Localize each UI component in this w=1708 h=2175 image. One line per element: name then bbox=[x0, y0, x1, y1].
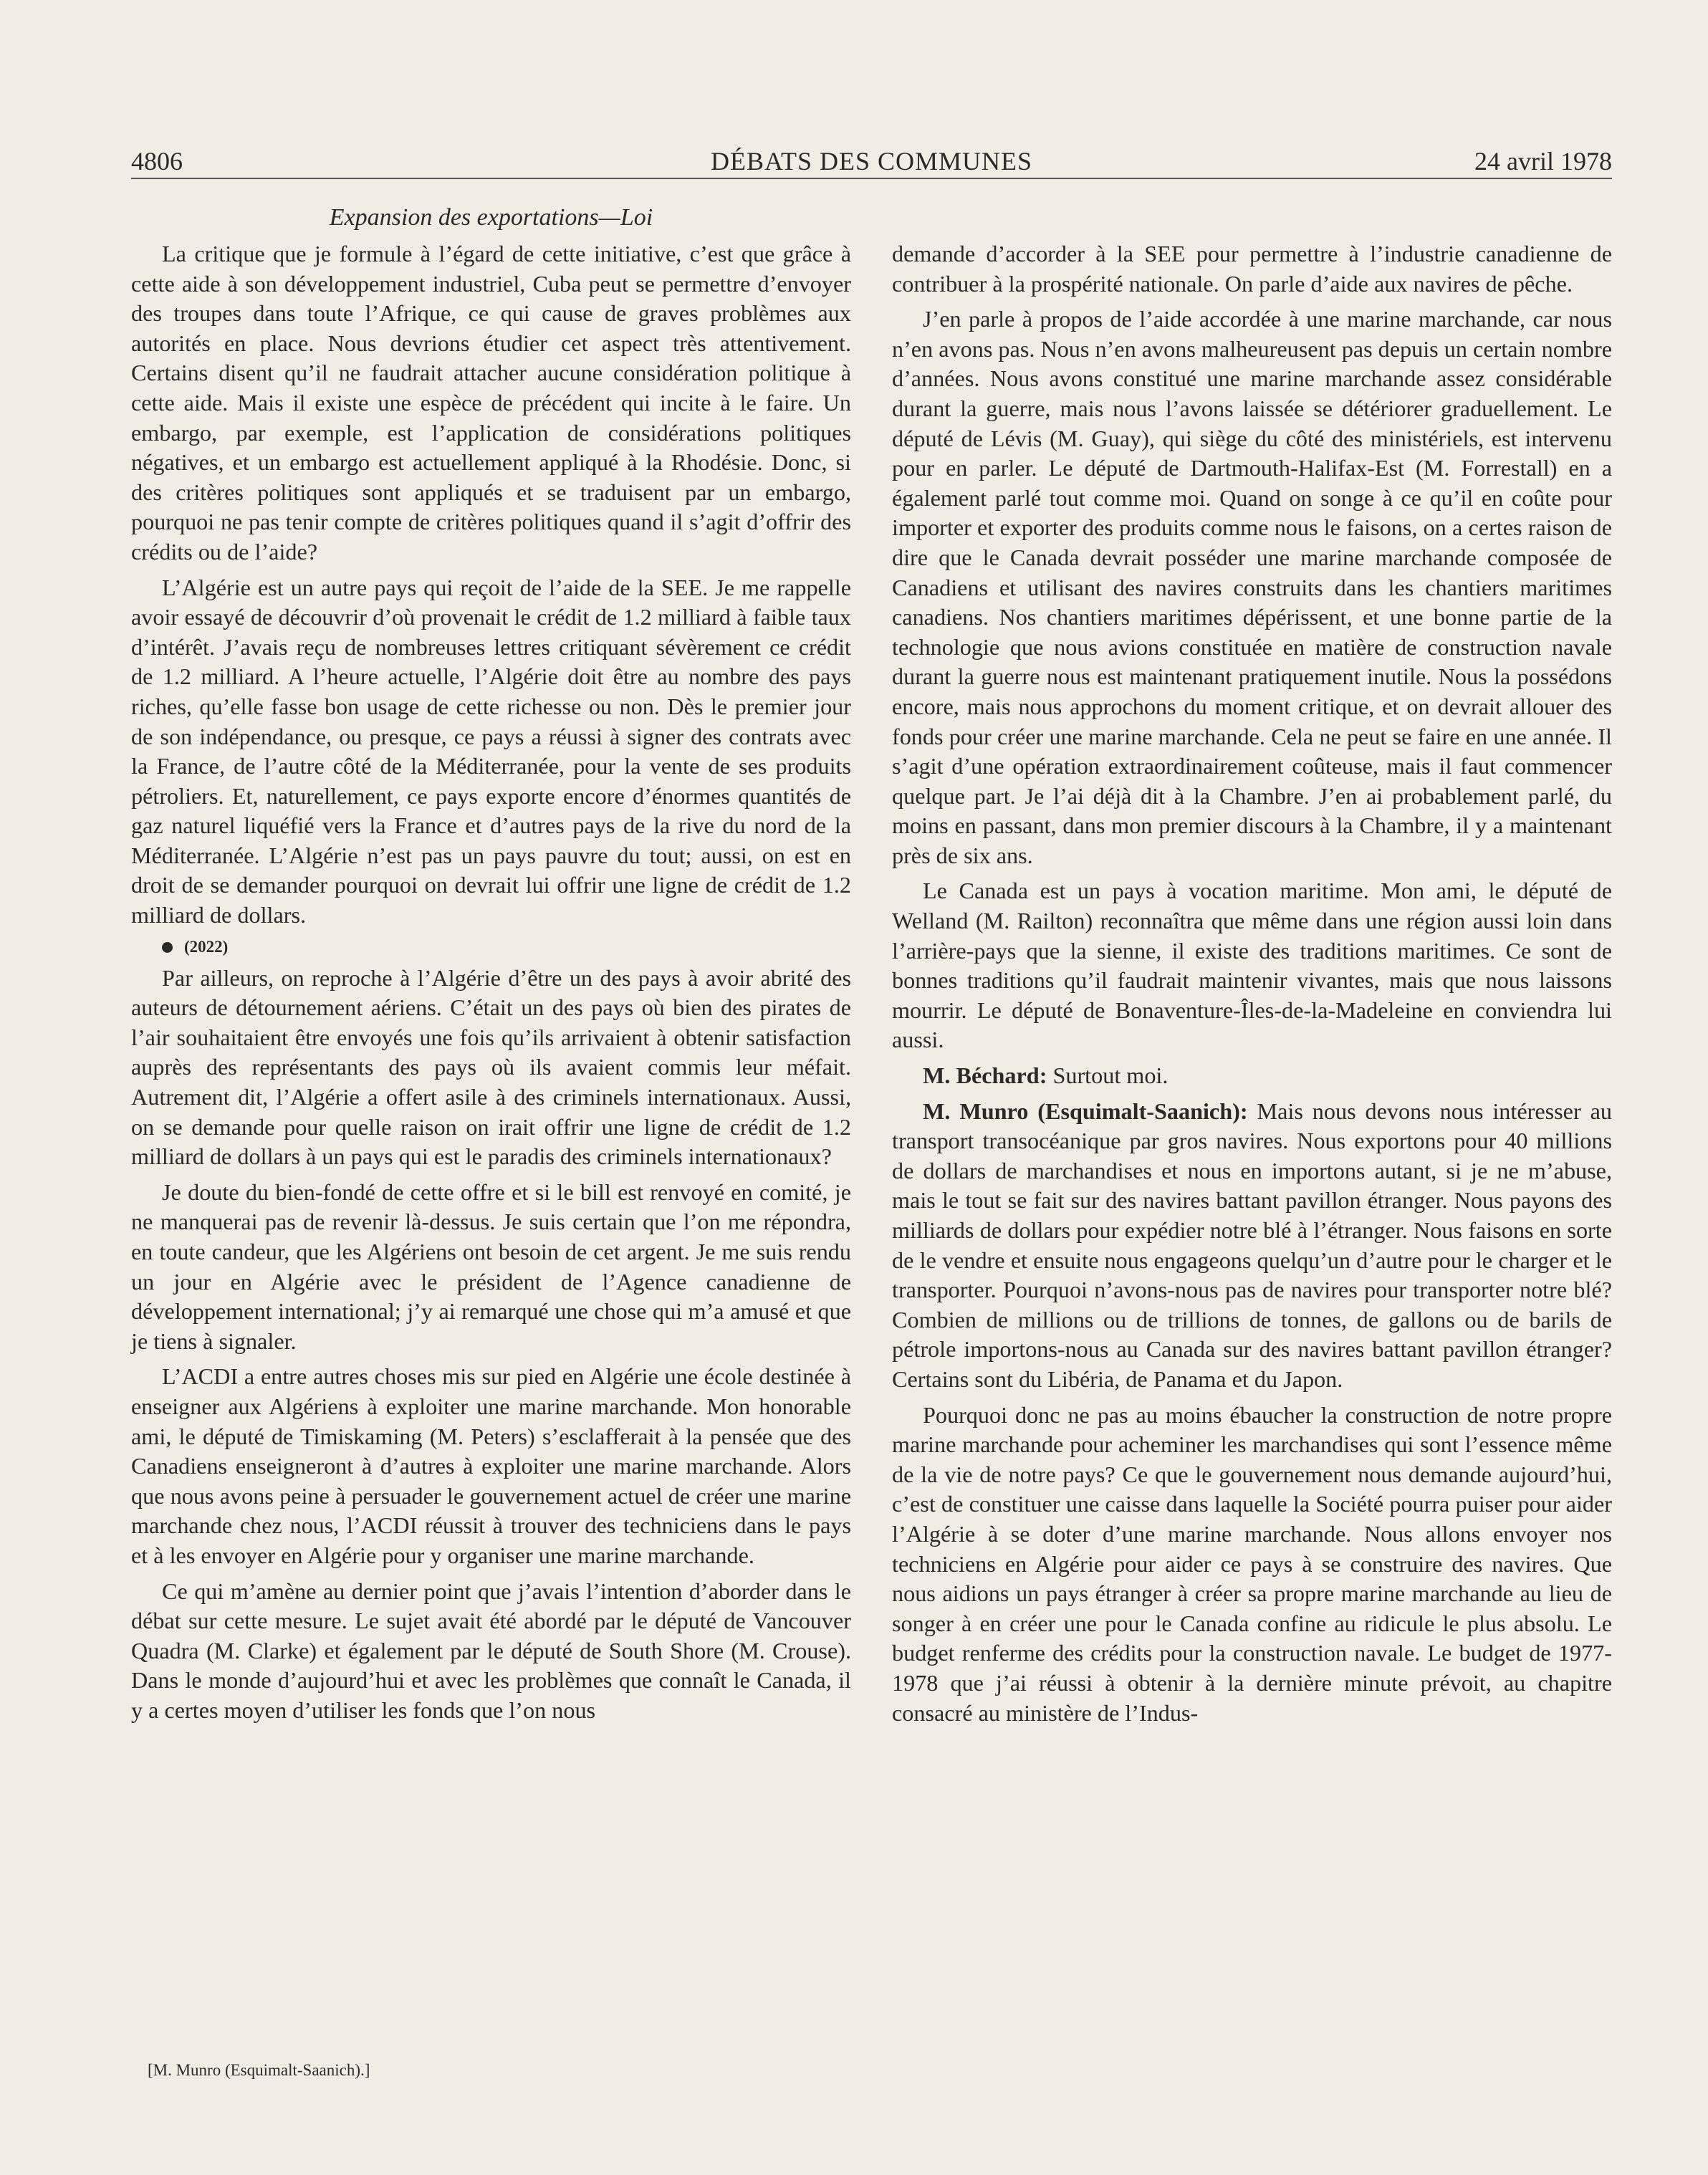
paragraph-continued: demande d’accorder à la SEE pour permettre à l’industrie canadienne de contribuer à la prospérité nationale. On parle d’aide aux navires de pêche. bbox=[892, 241, 1612, 297]
paragraph: Le Canada est un pays à vocation maritime. Mon ami, le député de Welland (M. Railton) reconnaîtra que même dans une région aussi loin dans l’arrière-pays que la sienne, il existe des traditions maritimes. Ce sont de bonnes traditions qu’il faudrait maintenir vivantes, mais que nous laissons mourrir. Le député de Bonaventure-Îles-de-la-Madeleine en conviendra lui aussi. bbox=[892, 878, 1612, 1053]
paragraph: Par ailleurs, on reproche à l’Algérie d’être un des pays à avoir abrité des auteurs de détournement aériens. C’était un des pays où bien des pirates de l’air souhaitaient être envoyés une fois qu’ils arrivaient à obtenir satisfaction auprès des représentants des pays où ils avaient commis leur méfait. Autrement dit, l’Algérie a offert asile à des criminels internationaux. Aussi, on se demande pour quelle raison on irait offrir une ligne de crédit de 1.2 milliard de dollars à un pays qui est le paradis des criminels internationaux? bbox=[131, 964, 851, 1170]
speech-text: Surtout moi. bbox=[1047, 1062, 1169, 1089]
paragraph: L’ACDI a entre autres choses mis sur pied en Algérie une école destinée à enseigner aux Algériens à exploiter une marine marchande. Mon honorable ami, le député de Timiskaming (M. Peters) s’esclafferait à la pensée que des Canadiens enseigneront à d’autres à exploiter une marine marchande. Alors que nous avons peine à persuader le gouvernement actuel de créer une marine marchande chez nous, l’ACDI réussit à trouver des techniciens dans le pays et à les envoyer en Algérie pour y organiser une marine marchande. bbox=[131, 1363, 851, 1568]
paragraph: Je doute du bien-fondé de cette offre et si le bill est renvoyé en comité, je ne manquerai pas de revenir là-dessus. Je suis certain que l’on me répondra, en toute candeur, que les Algériens ont besoin de cet argent. Je me suis rendu un jour en Algérie avec le président de l’Agence canadienne de développement international; j’y ai remarqué une chose qui m’a amusé et que je tiens à signaler. bbox=[131, 1178, 851, 1354]
speech-text: Mais nous devons nous intéresser au transport transocéanique par gros navires. Nous exportons pour 40 millions de dollars de marchandises et nous en importons autant, si je ne m’abuse, mais le tout se fait sur des navires battant pavillon étranger. Nous payons des milliards de dollars pour expédier notre blé à l’étranger. Nous faisons en sorte de le vendre et ensuite nous engageons quelqu’un d’autre pour le charger et le transporter. Pourquoi n’avons-nous pas de navires pour transporter notre blé? Combien de millions ou de trillions de tonnes, de gallons ou de barils de pétrole importons-nous au Canada sur des navires battant pavillon étranger? Certains sont du Libéria, de Panama et du Japon. bbox=[892, 1098, 1612, 1392]
paragraph: Ce qui m’amène au dernier point que j’avais l’intention d’aborder dans le débat sur cette mesure. Le sujet avait été abordé par le député de Vancouver Quadra (M. Clarke) et également par le député de South Shore (M. Crouse). Dans le monde d’aujourd’hui et avec les problèmes que connaît le Canada, il y a certes moyen d’utiliser les fonds que l’on nous bbox=[131, 1578, 851, 1723]
page-number: 4806 bbox=[131, 147, 183, 176]
time-marker-text: (2022) bbox=[184, 937, 229, 956]
paragraph: La critique que je formule à l’égard de cette initiative, c’est que grâce à cette aide à son développement industriel, Cuba peut se permettre d’envoyer des troupes dans toute l’Afrique, ce qui cause de graves problèmes aux autorités en place. Nous devrions étudier cet aspect très attentivement. Certains disent qu’il ne faudrait attacher aucune considération politique à cette aide. Mais il existe une espèce de précédent qui incite à le faire. Un embargo, par exemple, est l’application de considérations politiques négatives, et un embargo est actuellement appliqué à la Rhodésie. Donc, si des critères politiques sont appliqués et se traduisent par un embargo, pourquoi ne pas tenir compte de critères politiques quand il s’agit d’offrir des crédits ou de l’aide? bbox=[131, 241, 851, 565]
section-subheading: Expansion des exportations—Loi bbox=[329, 204, 653, 231]
left-column bbox=[131, 239, 851, 1732]
speaker-footer: [M. Munro (Esquimalt-Saanich).] bbox=[148, 2061, 370, 2079]
time-marker bbox=[131, 936, 851, 958]
bullet-icon bbox=[162, 942, 173, 953]
speech-munro bbox=[892, 1097, 1612, 1395]
paragraph: L’Algérie est un autre pays qui reçoit de l’aide de la SEE. Je me rappelle avoir essayé de découvrir d’où provenait le crédit de 1.2 milliard à faible taux d’intérêt. J’avais reçu de nombreuses lettres critiquant sévèrement ce crédit de 1.2 milliard. A l’heure actuelle, l’Algérie doit être au nombre des pays riches, qu’elle fasse bon usage de cette richesse ou non. Dès le premier jour de son indépendance, ou presque, ce pays a réussi à signer des contrats avec la France, de l’autre côté de la Méditerranée, pour la vente de ses produits pétroliers. Et, naturellement, ce pays exporte encore d’énormes quantités de gaz naturel liquéfié vers la France et d’autres pays de la rive du nord de la Méditerranée. L’Algérie n’est pas un pays pauvre du tout; aussi, on est en droit de se demander pourquoi on devrait lui offrir une ligne de crédit de 1.2 milliard de dollars. bbox=[131, 574, 851, 928]
speech-bechard bbox=[892, 1061, 1612, 1091]
paragraph: Pourquoi donc ne pas au moins ébaucher la construction de notre propre marine marchande pour acheminer les marchandises qui sont l’essence même de la vie de notre pays? Ce que le gouvernement nous demande aujourd’hui, c’est de constituer une caisse dans laquelle la Société pourra puiser pour aider l’Algérie à se doter d’une marine marchande. Nous allons envoyer nos techniciens en Algérie pour aider ce pays à se construire des navires. Que nous aidions un pays étranger à créer sa propre marine marchande au lieu de songer à en créer une pour le Canada confine au ridicule le plus absolu. Le budget renferme des crédits pour la construction navale. Le budget de 1977-1978 que j’ai réussi à obtenir à la dernière minute prévoit, au chapitre consacré au ministère de l’Indus- bbox=[892, 1401, 1612, 1726]
speaker-name: M. Béchard: bbox=[923, 1062, 1047, 1089]
issue-date: 24 avril 1978 bbox=[1474, 147, 1612, 176]
publication-title: DÉBATS DES COMMUNES bbox=[710, 147, 1033, 176]
speaker-name: M. Munro (Esquimalt-Saanich): bbox=[923, 1098, 1248, 1124]
right-column bbox=[892, 239, 1612, 1734]
paragraph: J’en parle à propos de l’aide accordée à une marine marchande, car nous n’en avons pas. Nous n’en avons malheureusent pas depuis un certain nombre d’années. Nous avons constitué une marine marchande assez considérable durant la guerre, mais nous l’avons laissée se détériorer graduellement. Le député de Lévis (M. Guay), qui siège du côté des ministériels, est intervenu pour en parler. Le député de Dartmouth-Halifax-Est (M. Forrestall) en a également parlé tout comme moi. Quand on songe à ce qu’il en coûte pour importer et exporter des produits comme nous le faisons, on a certes raison de dire que le Canada devrait posséder une marine marchande composée de Canadiens et utilisant des navires construits dans les chantiers maritimes canadiens. Nos chantiers maritimes dépérissent, et une bonne partie de la technologie que nous avions constituée en matière de construction navale durant la guerre nous est maintenant pratiquement inutile. Nous la possédons encore, mais nous approchons du moment critique, et on devrait allouer des fonds pour créer une marine marchande. Cela ne peut se faire en une année. Il s’agit d’une opération extraordinairement coûteuse, mais il faut commencer quelque part. Je l’ai déjà dit à la Chambre. J’en ai probablement parlé, du moins en passant, dans mon premier discours à la Chambre, il y a maintenant près de six ans. bbox=[892, 306, 1612, 868]
running-header bbox=[131, 145, 1612, 179]
